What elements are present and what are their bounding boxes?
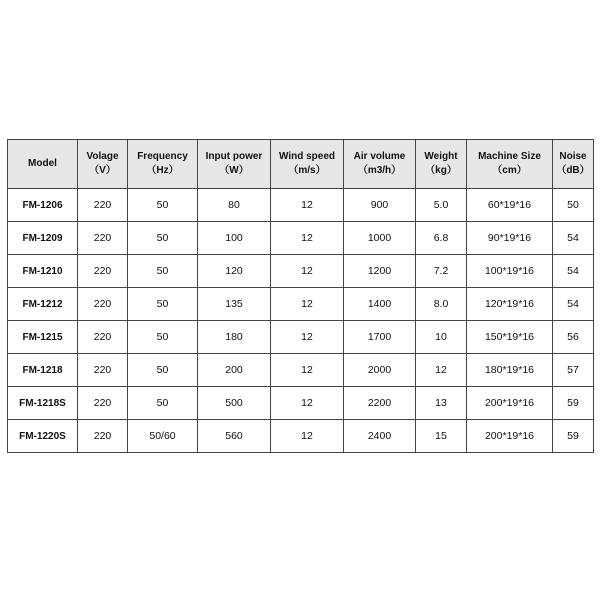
table-row — [8, 288, 594, 321]
table-cell: 80 — [198, 189, 271, 222]
header-label: Air volume — [353, 150, 406, 162]
header-cell — [467, 140, 553, 189]
table-cell: 2200 — [344, 387, 416, 420]
table-cell: 90*19*16 — [467, 222, 553, 255]
table-cell: 135 — [198, 288, 271, 321]
table-cell: 1400 — [344, 288, 416, 321]
table-cell: 59 — [553, 387, 594, 420]
header-unit: （dB） — [556, 165, 590, 176]
table-cell: 60*19*16 — [467, 189, 553, 222]
table-header — [8, 140, 594, 189]
model-cell: FM-1206 — [8, 189, 78, 222]
table-row — [8, 354, 594, 387]
header-label: Volage — [86, 150, 119, 162]
table-cell: 50 — [128, 222, 198, 255]
header-unit: （m3/h） — [357, 165, 402, 176]
table-cell: 1200 — [344, 255, 416, 288]
table-cell: 50 — [128, 255, 198, 288]
model-cell: FM-1210 — [8, 255, 78, 288]
table-cell: 120*19*16 — [467, 288, 553, 321]
model-cell: FM-1212 — [8, 288, 78, 321]
table-cell: 900 — [344, 189, 416, 222]
table-cell: 59 — [553, 420, 594, 453]
table-cell: 220 — [78, 255, 128, 288]
table-cell: 50 — [128, 288, 198, 321]
table-cell: 12 — [271, 189, 344, 222]
table-cell: 2400 — [344, 420, 416, 453]
table-cell: 12 — [271, 387, 344, 420]
table-cell: 6.8 — [416, 222, 467, 255]
header-cell — [271, 140, 344, 189]
table-cell: 7.2 — [416, 255, 467, 288]
header-label: Frequency — [137, 150, 188, 162]
table-cell: 200*19*16 — [467, 387, 553, 420]
table-cell: 50 — [128, 189, 198, 222]
header-label: Machine Size — [478, 150, 541, 162]
header-label: Input power — [205, 150, 263, 162]
table-cell: 12 — [416, 354, 467, 387]
table-cell: 220 — [78, 321, 128, 354]
table-cell: 220 — [78, 222, 128, 255]
table-row — [8, 255, 594, 288]
table-row — [8, 387, 594, 420]
header-cell — [128, 140, 198, 189]
table-cell: 560 — [198, 420, 271, 453]
table-cell: 12 — [271, 354, 344, 387]
table-cell: 200*19*16 — [467, 420, 553, 453]
table-cell: 220 — [78, 420, 128, 453]
header-cell — [416, 140, 467, 189]
table-cell: 220 — [78, 288, 128, 321]
table-cell: 50 — [128, 321, 198, 354]
table-row — [8, 222, 594, 255]
table-cell: 220 — [78, 387, 128, 420]
table-cell: 50 — [128, 387, 198, 420]
table-cell: 56 — [553, 321, 594, 354]
header-cell — [344, 140, 416, 189]
table-cell: 12 — [271, 420, 344, 453]
table-cell: 180*19*16 — [467, 354, 553, 387]
table-cell: 5.0 — [416, 189, 467, 222]
table-cell: 120 — [198, 255, 271, 288]
header-cell — [198, 140, 271, 189]
table-row — [8, 189, 594, 222]
spec-table — [7, 139, 594, 453]
model-cell: FM-1218 — [8, 354, 78, 387]
header-label: Weight — [424, 150, 458, 162]
table-cell: 12 — [271, 321, 344, 354]
table-cell: 500 — [198, 387, 271, 420]
table-cell: 50/60 — [128, 420, 198, 453]
header-unit: （Hz） — [146, 165, 179, 176]
header-unit: （cm） — [492, 165, 527, 176]
table-cell: 54 — [553, 255, 594, 288]
table-cell: 12 — [271, 222, 344, 255]
header-cell — [8, 140, 78, 189]
table-cell: 220 — [78, 189, 128, 222]
table-row — [8, 420, 594, 453]
table-cell: 10 — [416, 321, 467, 354]
table-cell: 50 — [553, 189, 594, 222]
header-unit: （V） — [89, 165, 116, 176]
table-cell: 13 — [416, 387, 467, 420]
table-cell: 54 — [553, 222, 594, 255]
table-cell: 8.0 — [416, 288, 467, 321]
table-cell: 100 — [198, 222, 271, 255]
table-cell: 2000 — [344, 354, 416, 387]
table-cell: 54 — [553, 288, 594, 321]
table-cell: 57 — [553, 354, 594, 387]
table-cell: 1000 — [344, 222, 416, 255]
header-label: Model — [28, 157, 57, 169]
header-label: Noise — [559, 150, 587, 162]
table-cell: 50 — [128, 354, 198, 387]
table-cell: 180 — [198, 321, 271, 354]
header-unit: （kg） — [425, 165, 457, 176]
table-cell: 100*19*16 — [467, 255, 553, 288]
table-cell: 200 — [198, 354, 271, 387]
table-cell: 15 — [416, 420, 467, 453]
header-row — [8, 140, 594, 189]
model-cell: FM-1215 — [8, 321, 78, 354]
model-cell: FM-1218S — [8, 387, 78, 420]
header-cell — [553, 140, 594, 189]
table-cell: 12 — [271, 255, 344, 288]
header-cell — [78, 140, 128, 189]
model-cell: FM-1209 — [8, 222, 78, 255]
header-unit: （m/s） — [288, 165, 326, 176]
table-cell: 220 — [78, 354, 128, 387]
table-body — [8, 189, 594, 453]
header-label: Wind speed — [278, 150, 336, 162]
header-unit: （W） — [219, 165, 249, 176]
table-cell: 150*19*16 — [467, 321, 553, 354]
model-cell: FM-1220S — [8, 420, 78, 453]
table-row — [8, 321, 594, 354]
table-cell: 12 — [271, 288, 344, 321]
table-cell: 1700 — [344, 321, 416, 354]
